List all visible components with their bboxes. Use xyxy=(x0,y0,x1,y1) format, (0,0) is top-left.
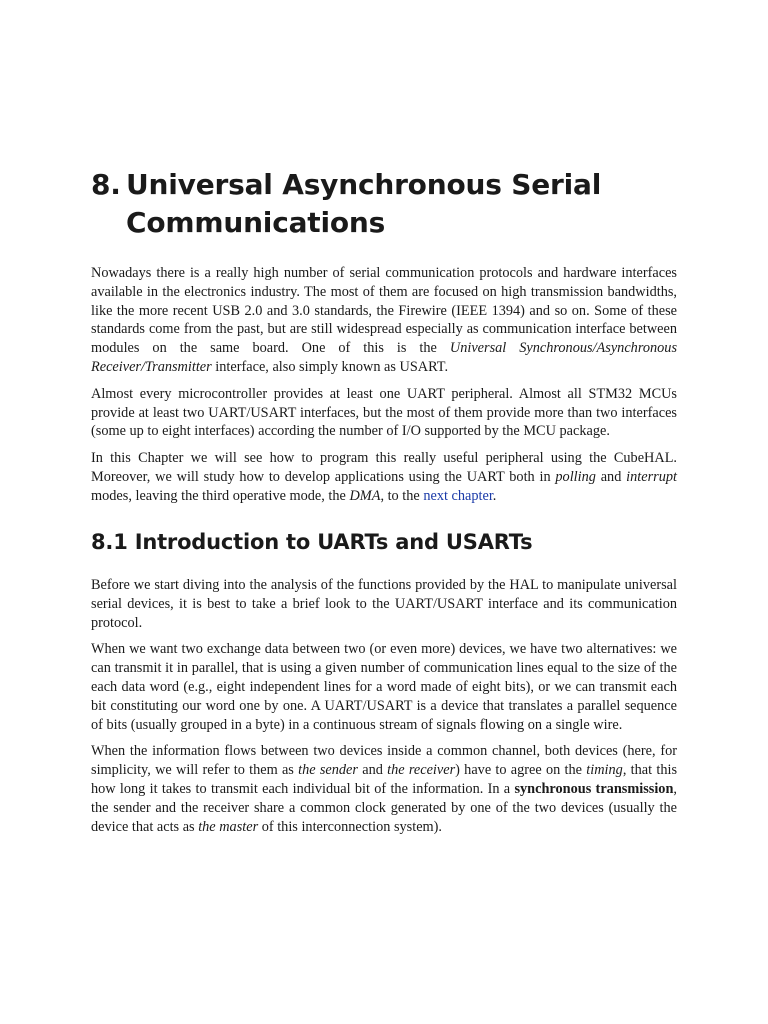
emphasis-text: DMA xyxy=(349,487,381,504)
text-run: and xyxy=(357,762,388,779)
emphasis-text: timing xyxy=(586,762,623,779)
text-run: modes, leaving the third operative mode, the xyxy=(91,487,350,504)
text-run: , to the xyxy=(380,487,424,504)
next-chapter-link[interactable]: next chapter xyxy=(423,487,493,504)
text-run: , the sender and the receiver share a common clock generated by one of the two devices (usually the device that acts as xyxy=(91,780,677,835)
bold-text: synchronous transmission xyxy=(514,780,674,797)
text-run: . xyxy=(492,487,497,504)
section-title: 8.1 Introduction to UARTs and USARTs xyxy=(91,530,533,554)
text-run: of this interconnection system). xyxy=(258,818,442,835)
section-paragraph-1: Before we start diving into the analysis of the functions provided by the HAL to manipulate universal serial devices, it is best to take a brief look to the UART/USART interface and its communication protocol. xyxy=(91,577,677,631)
text-run: When the information flows between two devices inside a common channel, both devices (here, for simplicity, we will refer to them as xyxy=(91,743,677,779)
section-paragraph-2: When we want two exchange data between two (or even more) devices, we have two alternatives: we can transmit it in parallel, that is using a given number of communication lines equal to the size of the each data word (e.g., eight independent lines for a word made of eight bits), or we can transmit each bit constituting our word one by one. A UART/USART is a device that translates a parallel sequence of bits (usually grouped in a byte) in a continuous stream of signals flowing on a single wire. xyxy=(91,641,677,733)
emphasis-text: Universal Synchronous/Asynchronous Receiver/Transmitter xyxy=(91,340,678,375)
intro-paragraph-1 xyxy=(91,264,677,377)
intro-paragraph-3 xyxy=(91,449,677,505)
chapter-number: 8. xyxy=(91,168,121,201)
text-run: interface, also simply known as USART. xyxy=(211,358,449,375)
intro-section xyxy=(91,264,677,514)
emphasis-text: the receiver xyxy=(387,762,456,779)
chapter-title-text: Universal Asynchronous Serial Communications xyxy=(126,168,602,239)
section-body xyxy=(91,576,677,844)
text-run: In this Chapter we will see how to program this really useful peripheral using the CubeHAL. Moreover, we will study how to develop applications using the UART both in xyxy=(91,450,677,485)
emphasis-text: polling xyxy=(555,468,596,485)
text-run: , that this how long it takes to transmit each individual bit of the information. In a xyxy=(91,762,678,797)
emphasis-text: interrupt xyxy=(626,468,677,485)
text-run: ) have to agree on the xyxy=(455,762,587,779)
chapter-title xyxy=(91,166,712,242)
emphasis-text: the master xyxy=(198,818,259,835)
emphasis-text: the sender xyxy=(298,762,358,779)
section-paragraph-3 xyxy=(91,742,677,836)
text-run: Nowadays there is a really high number of serial communication protocols and hardware interfaces available in the electronics industry. The most of them are focused on high transmission bandwidths, like the more recent USB 2.0 and 3.0 standards, the Firewire (IEEE 1394) and so on. Some of these standards come from the past, but are still widespread especially as communication interface between modules on the same board. One of this is the xyxy=(91,265,677,357)
intro-paragraph-2: Almost every microcontroller provides at least one UART peripheral. Almost all STM32 MCUs provide at least two UART/USART interfaces, but the most of them provide more than two interfaces (some up to eight interfaces) according the number of I/O supported by the MCU package. xyxy=(91,385,677,440)
text-run: and xyxy=(595,468,627,485)
